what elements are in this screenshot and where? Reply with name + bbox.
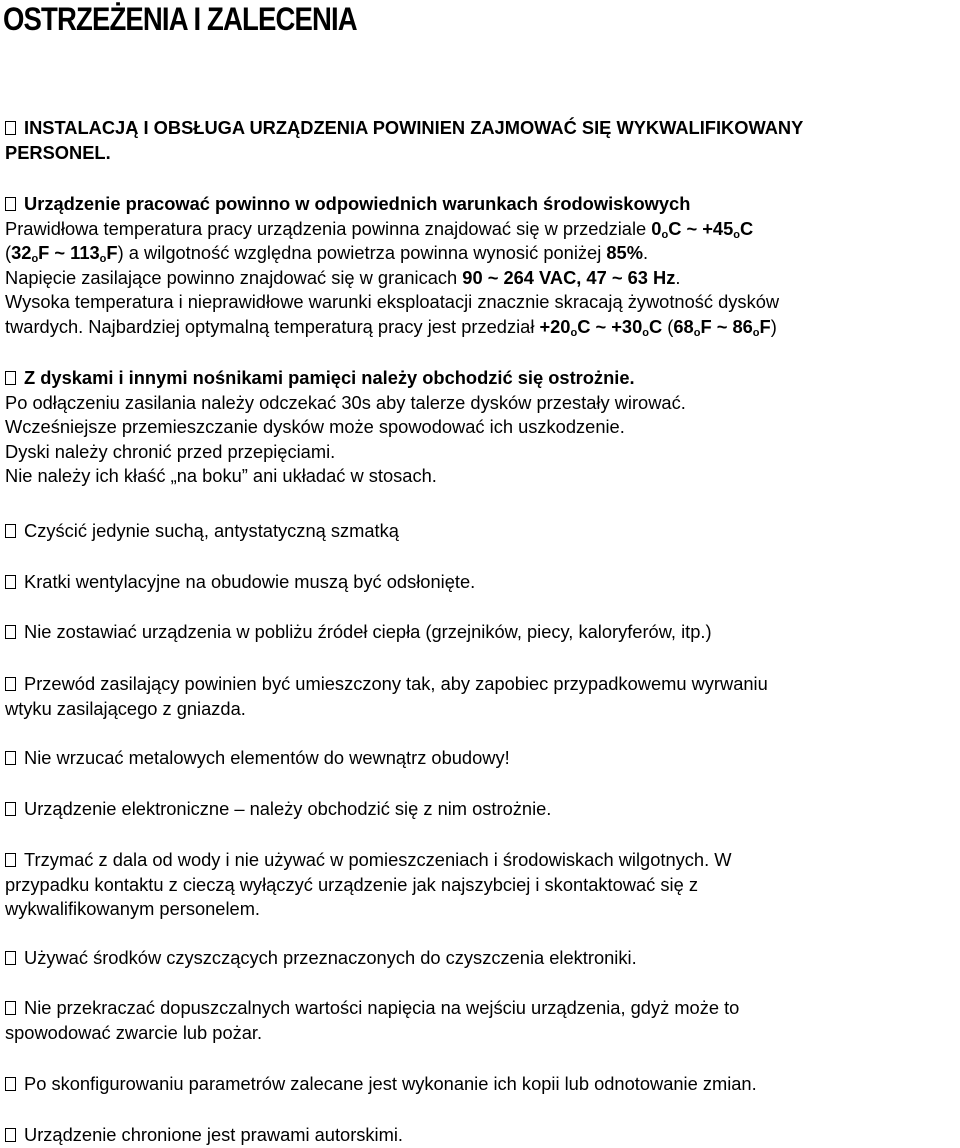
degree-subscript: o <box>752 326 760 339</box>
text-segment: 32 <box>11 242 32 263</box>
warning-item <box>5 519 955 544</box>
text-segment: Nie zostawiać urządzenia w pobliżu źródeł ciepła (grzejników, piecy, kaloryferów, itp.) <box>24 621 712 642</box>
text-segment: Urządzenie pracować powinno w odpowiednich warunkach środowiskowych <box>24 193 691 214</box>
warning-line <box>5 290 955 315</box>
text-segment: ( <box>5 242 12 263</box>
bullet-box-icon <box>5 371 16 385</box>
degree-subscript: o <box>733 228 740 241</box>
text-segment: Urządzenie chronione jest prawami autorskimi. <box>24 1124 403 1145</box>
text-segment: 68 <box>673 315 694 337</box>
warning-item <box>5 797 955 822</box>
warning-line <box>5 440 955 465</box>
bullet-box-icon <box>5 751 16 765</box>
text-segment: Przewód zasilający powinien być umieszczony tak, aby zapobiec przypadkowemu wyrwaniu <box>24 673 768 694</box>
degree-subscript: o <box>31 253 39 265</box>
text-segment: Wysoka temperatura i nieprawidłowe warunki eksploatacji znacznie skracają żywotność dysków <box>5 291 780 312</box>
text-segment: Po skonfigurowaniu parametrów zalecane jest wykonanie ich kopii lub odnotowanie zmian. <box>24 1073 757 1094</box>
warning-line <box>5 192 955 217</box>
warning-line <box>5 315 955 340</box>
warning-item <box>5 848 955 922</box>
text-segment: Napięcie zasilające powinno znajdować się w granicach <box>5 266 463 288</box>
text-segment: Prawidłowa temperatura pracy urządzenia powinna znajdować się w przedziale <box>5 217 652 239</box>
warning-line <box>5 391 955 416</box>
warning-line <box>5 266 955 291</box>
text-segment: PERSONEL. <box>5 141 111 163</box>
warning-item <box>5 116 955 165</box>
warning-line <box>5 797 955 822</box>
text-segment: C <box>649 315 663 337</box>
text-segment: przypadku kontaktu z cieczą wyłączyć urządzenie jak najszybciej i skontaktować się z <box>5 873 698 895</box>
text-segment: +20 <box>539 315 571 337</box>
text-segment: Dyski należy chronić przed przepięciami. <box>5 440 336 462</box>
warning-line <box>5 116 955 141</box>
text-segment: F ~ 113 <box>38 242 100 263</box>
bullet-box-icon <box>5 625 16 639</box>
warning-item <box>5 746 955 771</box>
warning-item <box>5 1123 955 1148</box>
text-segment: Urządzenie elektroniczne – należy obchodzić się z nim ostrożnie. <box>24 798 552 819</box>
warning-item <box>5 672 955 721</box>
warning-item <box>5 192 955 339</box>
text-segment: F ~ 86 <box>700 315 753 337</box>
text-segment: F <box>106 242 118 263</box>
warning-line <box>5 1021 955 1046</box>
warning-line <box>5 697 955 722</box>
bullet-box-icon <box>5 575 16 589</box>
bullet-box-icon <box>5 524 16 538</box>
text-segment: Czyścić jedynie suchą, antystatyczną szmatką <box>24 520 399 541</box>
warning-line <box>5 946 955 971</box>
warning-item <box>5 620 955 645</box>
bullet-box-icon <box>5 121 16 135</box>
text-segment: ) a wilgotność względna powietrza powinna wynosić poniżej <box>117 242 607 263</box>
text-segment: Trzymać z dala od wody i nie używać w pomieszczeniach i środowiskach wilgotnych. W <box>24 849 732 870</box>
text-segment: ( <box>662 315 674 337</box>
text-segment: wykwalifikowanym personelem. <box>5 898 261 919</box>
text-segment: 85% <box>606 242 643 263</box>
warning-line <box>5 366 955 391</box>
warning-line <box>5 241 955 266</box>
warning-line <box>5 873 955 898</box>
warning-line <box>5 217 955 242</box>
warning-line <box>5 415 955 440</box>
degree-subscript: o <box>99 253 107 265</box>
warning-line <box>5 519 955 544</box>
warning-item <box>5 996 955 1045</box>
degree-subscript: o <box>693 326 701 339</box>
text-segment: C ~ +30 <box>577 315 643 337</box>
bullet-box-icon <box>5 1077 16 1091</box>
text-segment: Po odłączeniu zasilania należy odczekać 30s aby talerze dysków przestały wirować. <box>5 391 686 413</box>
degree-subscript: o <box>570 326 578 339</box>
text-segment: 90 ~ 264 VAC, 47 ~ 63 Hz <box>462 266 676 288</box>
text-segment: Nie należy ich kłaść „na boku” ani układać w stosach. <box>5 465 437 486</box>
text-segment: spowodować zwarcie lub pożar. <box>5 1021 263 1043</box>
text-segment: Nie przekraczać dopuszczalnych wartości napięcia na wejściu urządzenia, gdyż może to <box>24 997 740 1018</box>
warning-line <box>5 746 955 771</box>
warning-line <box>5 996 955 1021</box>
warning-line <box>5 464 955 489</box>
warning-line <box>5 897 955 922</box>
page-title: OSTRZEŻENIA I ZALECENIA <box>3 1 357 37</box>
bullet-box-icon <box>5 197 16 211</box>
bullet-box-icon <box>5 951 16 965</box>
text-segment: . <box>675 266 681 288</box>
warning-line <box>5 570 955 595</box>
text-segment: ) <box>770 315 777 337</box>
bullet-box-icon <box>5 1128 16 1142</box>
bullet-box-icon <box>5 853 16 867</box>
warning-item <box>5 1072 955 1097</box>
text-segment: . <box>642 242 649 263</box>
warning-item <box>5 366 955 489</box>
bullet-box-icon <box>5 802 16 816</box>
warning-line <box>5 141 955 166</box>
text-segment: Nie wrzucać metalowych elementów do wewnątrz obudowy! <box>24 747 510 768</box>
degree-subscript: o <box>642 326 649 339</box>
text-segment: C ~ +45 <box>668 217 734 239</box>
warning-line <box>5 1072 955 1097</box>
text-segment: wtyku zasilającego z gniazda. <box>5 697 246 719</box>
warning-line <box>5 1123 955 1148</box>
warning-item <box>5 570 955 595</box>
text-segment: F <box>759 315 771 337</box>
text-segment: Kratki wentylacyjne na obudowie muszą być odsłonięte. <box>24 571 476 592</box>
warning-item <box>5 946 955 971</box>
bullet-box-icon <box>5 1001 16 1015</box>
warning-line <box>5 672 955 697</box>
text-segment: Wcześniejsze przemieszczanie dysków może spowodować ich uszkodzenie. <box>5 416 625 437</box>
warning-line <box>5 848 955 873</box>
warning-line <box>5 620 955 645</box>
degree-subscript: o <box>661 228 669 241</box>
bullet-box-icon <box>5 677 16 691</box>
text-segment: Używać środków czyszczących przeznaczonych do czyszczenia elektroniki. <box>24 947 637 968</box>
text-segment: INSTALACJĄ I OBSŁUGA URZĄDZENIA POWINIEN ZAJMOWAĆ SIĘ WYKWALIFIKOWANY <box>24 117 804 138</box>
text-segment: C <box>739 217 754 239</box>
text-segment: 0 <box>651 217 662 239</box>
text-segment: Z dyskami i innymi nośnikami pamięci należy obchodzić się ostrożnie. <box>24 367 635 388</box>
text-segment: twardych. Najbardziej optymalną temperaturą pracy jest przedział <box>5 315 540 337</box>
